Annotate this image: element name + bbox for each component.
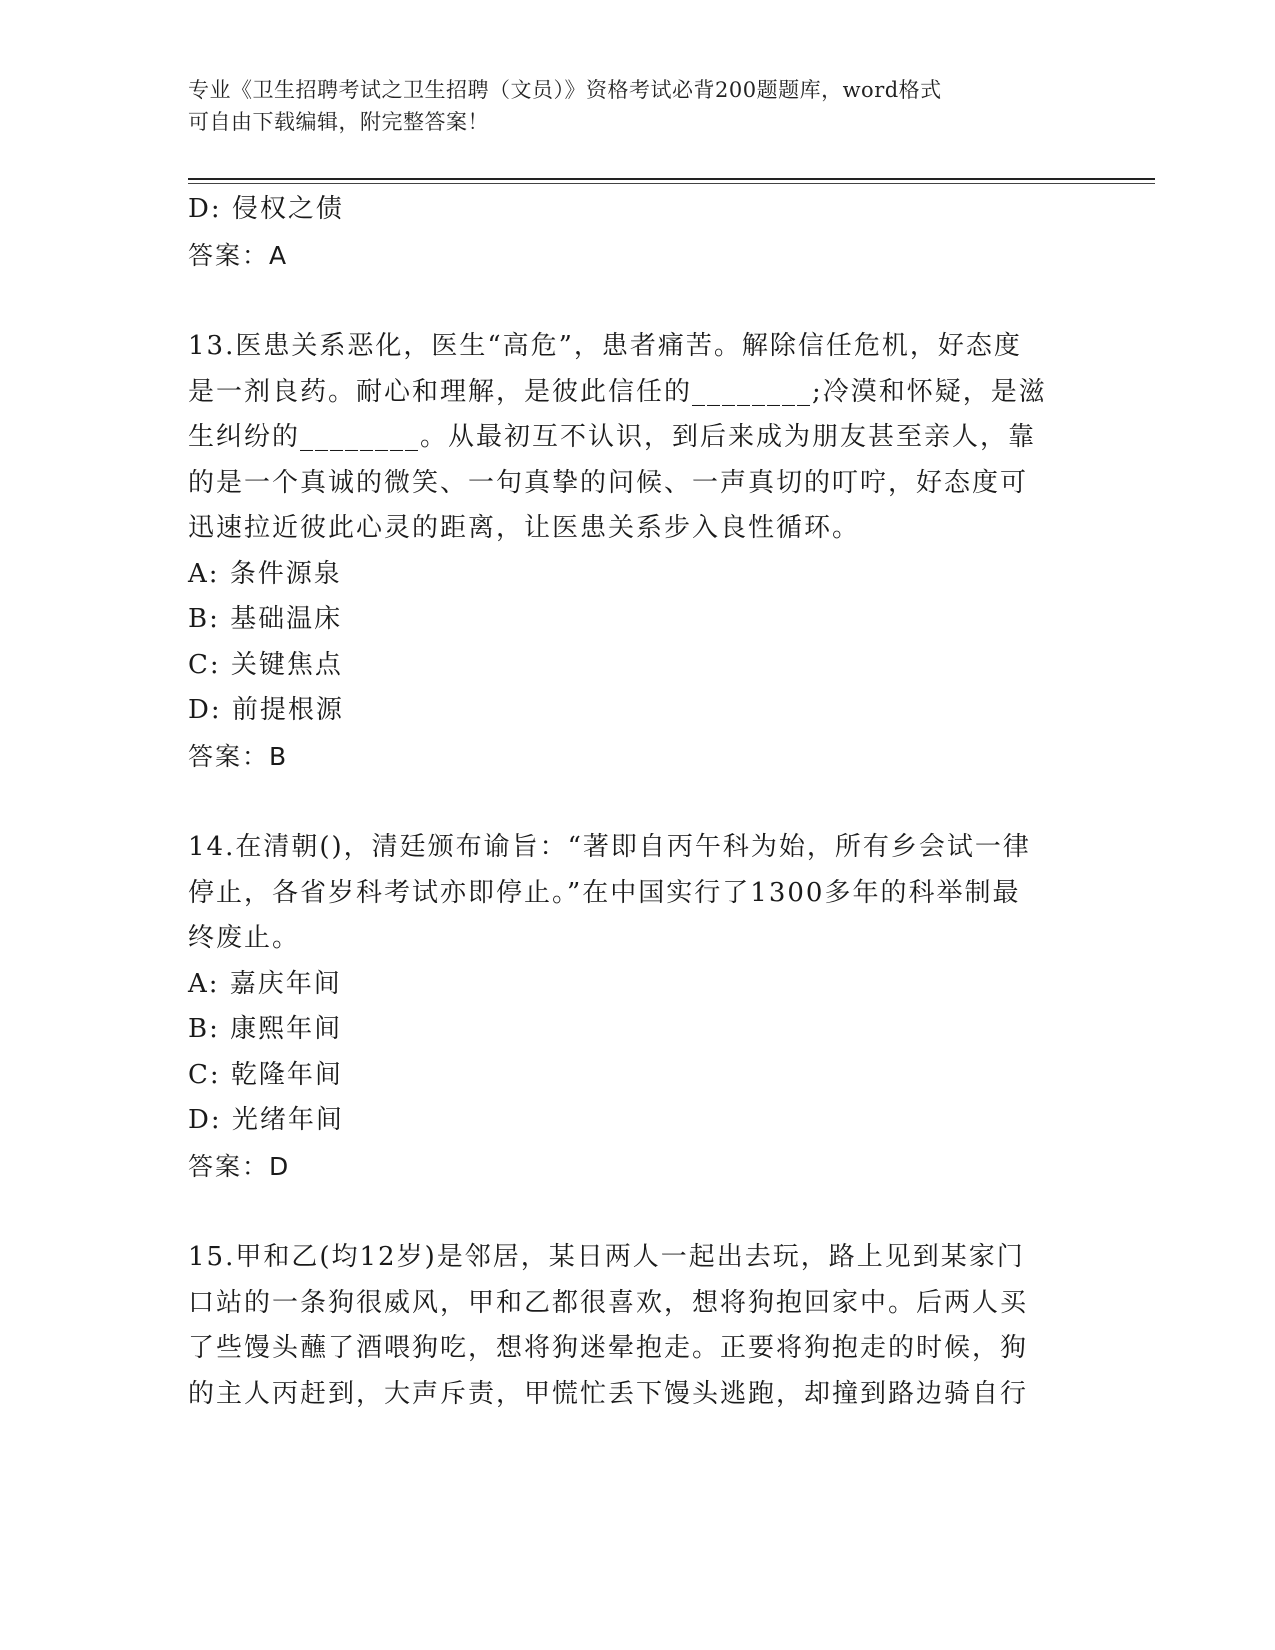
answer-line: 答案：B bbox=[188, 741, 289, 771]
header-line-1: 专业《卫生招聘考试之卫生招聘（文员）》资格考试必背200题题库，word格式 bbox=[188, 78, 942, 102]
question-stem-line: 的主人丙赶到，大声斥责，甲慌忙丢下馒头逃跑，却撞到路边骑自行 bbox=[188, 1378, 1029, 1409]
option-c: C: 关键焦点 bbox=[188, 649, 343, 680]
header-divider-thin bbox=[188, 183, 1155, 184]
option-a: A: 条件源泉 bbox=[188, 558, 342, 589]
option-d: D: 前提根源 bbox=[188, 695, 344, 725]
option-a: A: 嘉庆年间 bbox=[188, 968, 342, 999]
spacer bbox=[188, 779, 1078, 825]
answer-line: 答案：A bbox=[188, 240, 289, 270]
question-stem-line: 停止，各省岁科考试亦即停止。”在中国实行了1300多年的科举制最 bbox=[188, 877, 1021, 908]
question-stem-line: 口站的一条狗很威风，甲和乙都很喜欢，想将狗抱回家中。后两人买 bbox=[188, 1287, 1029, 1318]
question-stem-line: 生纠纷的________。从最初互不认识，到后来成为朋友甚至亲人，靠 bbox=[188, 422, 1037, 452]
option-c: C: 乾隆年间 bbox=[188, 1059, 343, 1090]
question-stem-line: 了些馒头蘸了酒喂狗吃，想将狗迷晕抱走。正要将狗抱走的时候，狗 bbox=[188, 1333, 1029, 1363]
header-divider-thick bbox=[188, 178, 1155, 180]
question-15 bbox=[188, 1235, 1078, 1417]
previous-question-tail bbox=[188, 187, 1078, 278]
question-stem-line: 终废止。 bbox=[188, 923, 301, 953]
option-b: B: 基础温床 bbox=[188, 604, 343, 634]
option-d: D: 光绪年间 bbox=[188, 1105, 344, 1135]
document-body bbox=[188, 187, 1078, 1417]
question-13 bbox=[188, 324, 1078, 779]
header-line-2: 可自由下载编辑，附完整答案！ bbox=[188, 110, 489, 134]
question-stem-line: 13.医患关系恶化，医生“高危”，患者痛苦。解除信任危机，好态度 bbox=[188, 331, 1022, 361]
question-14 bbox=[188, 825, 1078, 1189]
document-header bbox=[188, 74, 1068, 138]
spacer bbox=[188, 1189, 1078, 1235]
option-b: B: 康熙年间 bbox=[188, 1014, 343, 1044]
spacer bbox=[188, 278, 1078, 324]
question-stem-line: 14.在清朝()，清廷颁布谕旨：“著即自丙午科为始，所有乡会试一律 bbox=[188, 832, 1031, 862]
question-stem-line: 是一剂良药。耐心和理解，是彼此信任的________;冷漠和怀疑，是滋 bbox=[188, 376, 1047, 407]
question-stem-line: 15.甲和乙(均12岁)是邻居，某日两人一起出去玩，路上见到某家门 bbox=[188, 1242, 1025, 1272]
question-stem-line: 迅速拉近彼此心灵的距离，让医患关系步入良性循环。 bbox=[188, 513, 861, 543]
answer-line: 答案：D bbox=[188, 1151, 291, 1181]
option-d: D: 侵权之债 bbox=[188, 194, 344, 224]
question-stem-line: 的是一个真诚的微笑、一句真挚的问候、一声真切的叮咛，好态度可 bbox=[188, 467, 1029, 498]
